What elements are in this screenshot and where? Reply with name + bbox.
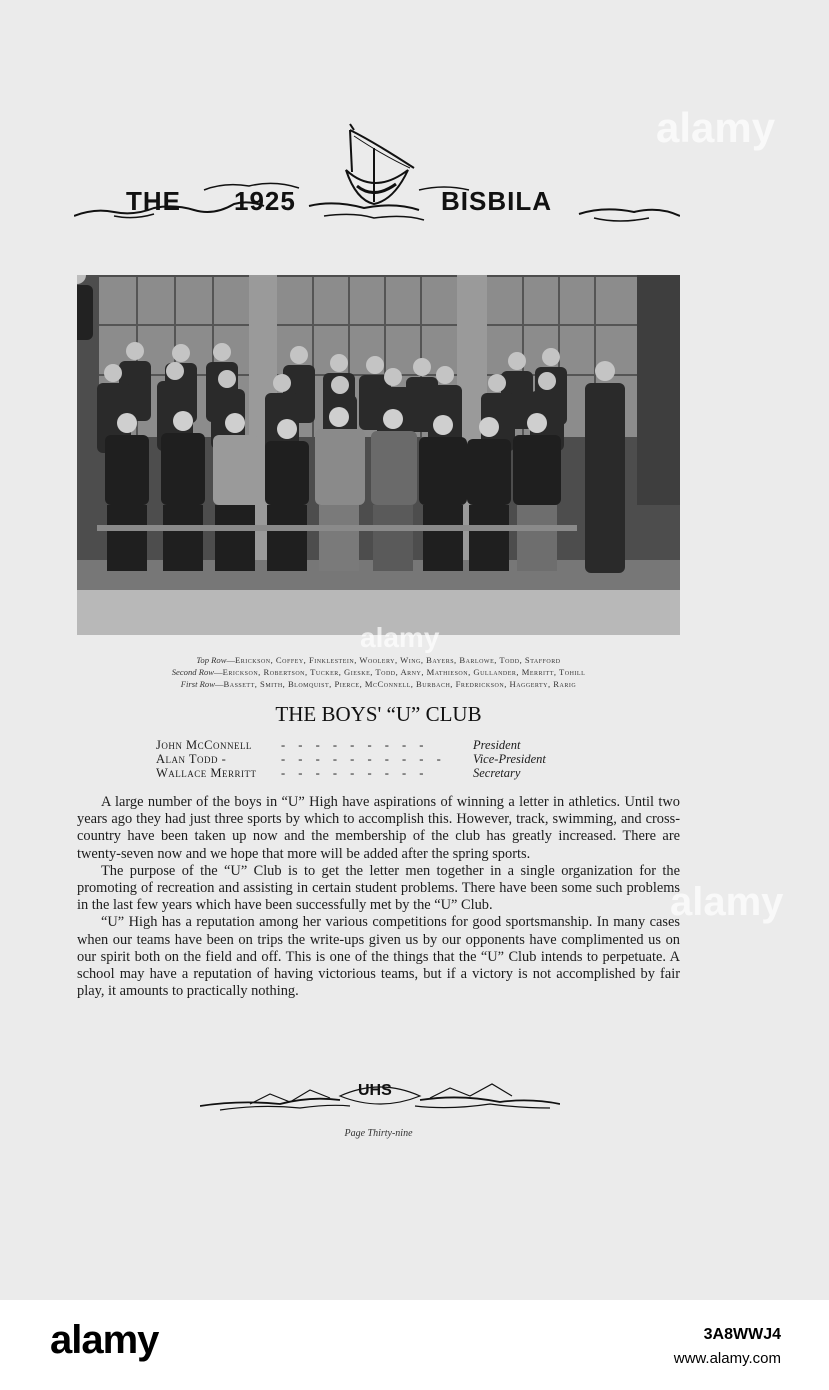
ornament-text: UHS [358,1082,392,1099]
officer-role: President [473,738,521,752]
uhs-ornament [200,1074,560,1114]
site-url[interactable]: www.alamy.com [673,1350,781,1367]
officer-role: Secretary [473,766,521,780]
paragraph: “U” High has a reputation among her various competitions for good sportsmanship. In many cases when our teams have been on trips the write-ups given us by our opponents have complimented us on our spirit both on the field and off. This is one of the things that the “U” Club intends to perpetuate. A school may have a reputation of having victorious teams, but if a victory is not accomplished by fair play, it amounts to practically nothing. [77,914,680,1000]
officer-row [156,752,576,766]
officer-leader-dots: - - - - - - - - - [281,766,429,780]
paragraph: The purpose of the “U” Club is to get the letter men together in a single organization for the promoting of recreation and assisting in certain student problems. There have been some such problems in the last few years which have been successfully met by the “U” Club. [77,862,680,914]
caption-first-names: Bassett, Smith, Blomquist, Pierce, McConnell, Burbach, Fredrickson, Haggerty, Rarig [223,679,577,689]
paragraph: A large number of the boys in “U” High have aspirations of winning a letter in athletics. Until two years ago they had just three sports by which to accomplish this. However, track, swimming, and cross-country have been taken up now and the membership of the club has greatly increased. There are twenty-seven now and we hope that more will be added after the spring sports. [77,794,680,862]
watermark-text: alamy [670,880,784,924]
watermark-text: alamy [360,622,440,653]
officer-role: Vice-President [473,752,546,766]
caption-second-names: Erickson, Robertson, Tucker, Gieske, Todd, Arny, Mathieson, Gullander, Merritt, Tohill [222,667,586,677]
group-photo [77,275,680,635]
image-id: 3A8WWJ4 [703,1326,781,1343]
caption-second-label: Second Row [171,667,214,677]
officer-name: Alan Todd - [156,752,227,766]
header-title: BISBILA [441,186,552,216]
yearbook-header [74,120,680,235]
officer-leader-dots: - - - - - - - - - - [281,752,446,766]
caption-top-names: Erickson, Coffey, Finklestein, Woolery, Wing, Bayers, Barlowe, Todd, Stafford [235,655,561,665]
header-year: 1925 [234,186,296,216]
caption-top-label: Top Row [196,655,227,665]
caption-first-label: First Row [180,679,215,689]
officer-row [156,738,576,752]
header-the: THE [126,186,181,216]
watermark-text: alamy [656,104,776,151]
photo-illustration [77,275,680,635]
officers-list [156,738,576,780]
page-number: Page Thirty-nine [344,1128,413,1139]
officer-name: Wallace Merritt [156,766,257,780]
caption-second-row: Second Row—Erickson, Robertson, Tucker, Gieske, Todd, Arny, Mathieson, Gullander, Merritt, Tohill [171,667,586,677]
officer-row [156,766,576,780]
caption-top-row: Top Row—Erickson, Coffey, Finklestein, Woolery, Wing, Bayers, Barlowe, Todd, Stafford [196,655,561,665]
caption-first-row: First Row—Bassett, Smith, Blomquist, Pierce, McConnell, Burbach, Fredrickson, Haggerty, Rarig [180,679,577,689]
article-body [77,794,680,1000]
club-title: THE BOYS' “U” CLUB [275,702,482,726]
photo-caption [77,654,680,690]
ship-wave-ornament [74,120,680,235]
alamy-logo: alamy [50,1318,159,1362]
officer-leader-dots: - - - - - - - - - [281,738,429,752]
officer-name: John McConnell [156,738,252,752]
